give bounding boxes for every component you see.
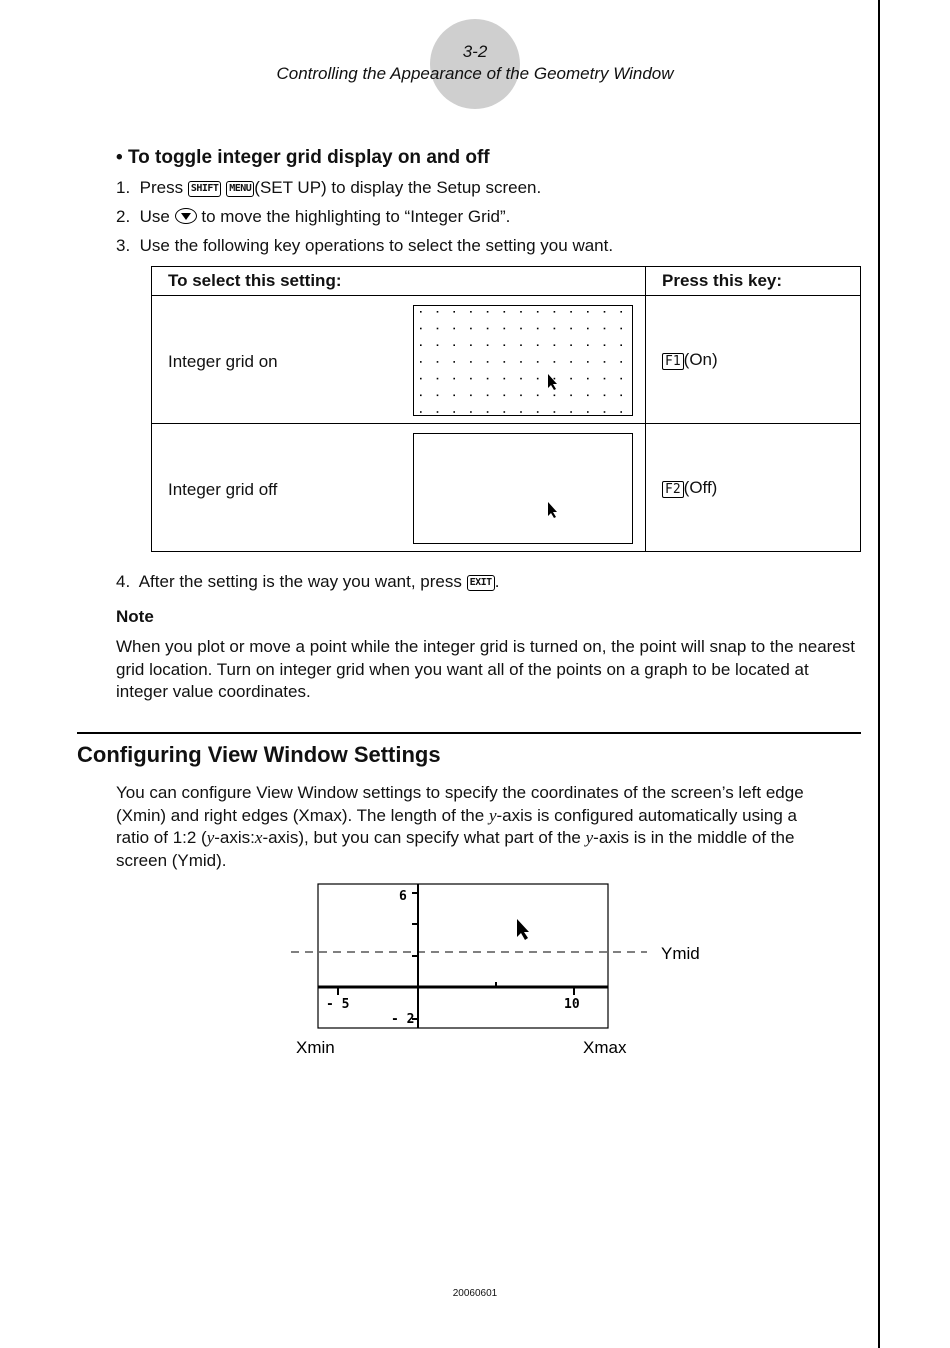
- grid-dot: [470, 344, 472, 346]
- grid-dot: [437, 311, 439, 313]
- menu-key-icon: MENU: [226, 181, 254, 197]
- grid-dot: [587, 411, 589, 413]
- grid-dot: [470, 361, 472, 363]
- x-left-tick-label: - 5: [326, 997, 350, 1012]
- grid-dot: [504, 311, 506, 313]
- grid-dot: [504, 395, 506, 397]
- grid-dot: [554, 344, 556, 346]
- grid-dot: [620, 311, 622, 313]
- grid-dot: [487, 378, 489, 380]
- section-body: You can configure View Window settings to specify the coordinates of the screen’s left edge (Xmin) and right edges (Xmax). The length of the y-axis is configured automatically using a ratio of 1:2 (y-axis:x-axis), but you can specify what part of the y-axis is in the middle of the screen (Ymid).: [116, 783, 804, 870]
- grid-dot: [437, 361, 439, 363]
- grid-dot: [420, 311, 422, 313]
- grid-dot: [604, 311, 606, 313]
- table-cell-setting: [152, 296, 646, 424]
- pointer-cursor-icon: [548, 374, 557, 390]
- grid-dot: [453, 328, 455, 330]
- grid-on-screen-graphic: [414, 306, 632, 415]
- grid-dot: [604, 395, 606, 397]
- page-edge-rule: [878, 0, 880, 1348]
- settings-key-table: [151, 266, 861, 552]
- grid-dot: [453, 378, 455, 380]
- page-number: 3-2: [462, 42, 488, 61]
- grid-dot: [554, 361, 556, 363]
- xmax-label: Xmax: [583, 1038, 627, 1057]
- grid-dot: [420, 344, 422, 346]
- step-1: 1. Press SHIFT MENU (SET UP) to display the Setup screen.: [116, 178, 542, 197]
- ymid-label: Ymid: [661, 944, 700, 963]
- grid-dot: [437, 344, 439, 346]
- y-bottom-tick-label: - 2: [391, 1012, 415, 1027]
- grid-dot: [554, 411, 556, 413]
- grid-dot: [520, 395, 522, 397]
- grid-dot: [504, 328, 506, 330]
- grid-dot: [570, 328, 572, 330]
- grid-dot: [470, 328, 472, 330]
- grid-dot: [520, 361, 522, 363]
- grid-dot: [487, 344, 489, 346]
- grid-dot: [520, 311, 522, 313]
- grid-dot: [420, 328, 422, 330]
- grid-dot: [420, 361, 422, 363]
- grid-dot: [554, 311, 556, 313]
- grid-dot: [620, 378, 622, 380]
- shift-key-icon: SHIFT: [188, 181, 222, 197]
- grid-dot: [520, 344, 522, 346]
- grid-dot: [554, 378, 556, 380]
- grid-dot: [470, 411, 472, 413]
- grid-dot: [620, 395, 622, 397]
- table-header-setting: To select this setting:: [152, 267, 646, 296]
- pointer-cursor-icon: [517, 919, 529, 940]
- grid-dot: [470, 311, 472, 313]
- grid-dot: [604, 328, 606, 330]
- grid-dot: [537, 395, 539, 397]
- table-cell-key: F2 (Off): [646, 424, 861, 552]
- grid-dot: [420, 411, 422, 413]
- table-cell-key: F1 (On): [646, 296, 861, 424]
- grid-dot: [470, 378, 472, 380]
- grid-dot: [537, 328, 539, 330]
- grid-dot: [604, 378, 606, 380]
- pointer-cursor-icon: [548, 502, 557, 518]
- grid-dot: [520, 411, 522, 413]
- grid-dot: [537, 361, 539, 363]
- grid-off-screen-image: [413, 433, 633, 544]
- grid-dot: [570, 411, 572, 413]
- section-title: Configuring View Window Settings: [77, 742, 441, 767]
- grid-dot: [537, 378, 539, 380]
- grid-dot: [570, 395, 572, 397]
- grid-dot: [504, 361, 506, 363]
- grid-on-screen-image: [413, 305, 633, 416]
- grid-dot: [537, 411, 539, 413]
- note-heading: Note: [116, 607, 154, 626]
- grid-dot: [520, 328, 522, 330]
- table-cell-setting: [152, 424, 646, 552]
- grid-off-screen-graphic: [414, 434, 632, 543]
- grid-dot: [587, 395, 589, 397]
- grid-dot: [437, 395, 439, 397]
- grid-dot: [620, 328, 622, 330]
- grid-dot: [437, 411, 439, 413]
- grid-dot: [487, 411, 489, 413]
- grid-dot: [504, 344, 506, 346]
- grid-dot: [570, 311, 572, 313]
- grid-dot: [587, 311, 589, 313]
- chapter-title: Controlling the Appearance of the Geometry Window: [276, 64, 674, 83]
- exit-key-icon: EXIT: [467, 575, 495, 591]
- grid-dot: [570, 344, 572, 346]
- grid-dot: [554, 328, 556, 330]
- setting-label: Integer grid on: [168, 352, 278, 371]
- grid-dot: [587, 344, 589, 346]
- setting-label: Integer grid off: [168, 480, 278, 499]
- table-header-key: Press this key:: [646, 267, 861, 296]
- grid-dot: [570, 378, 572, 380]
- table-row: [152, 296, 861, 424]
- grid-dot: [604, 344, 606, 346]
- grid-dot: [554, 395, 556, 397]
- grid-dot: [520, 378, 522, 380]
- grid-dot: [504, 378, 506, 380]
- grid-dot: [504, 411, 506, 413]
- f1-key-icon: F1: [662, 353, 684, 370]
- grid-dot: [487, 328, 489, 330]
- step-4: 4. After the setting is the way you want, press EXIT .: [116, 572, 500, 591]
- grid-dot: [453, 311, 455, 313]
- grid-dot: [420, 378, 422, 380]
- grid-dot: [620, 411, 622, 413]
- grid-dot: [604, 411, 606, 413]
- grid-dot: [453, 395, 455, 397]
- xmin-label: Xmin: [296, 1038, 335, 1057]
- grid-dot: [604, 361, 606, 363]
- table-header-row: [152, 267, 861, 296]
- grid-dot: [537, 344, 539, 346]
- grid-dot: [570, 361, 572, 363]
- cursor-down-key-icon: [175, 208, 197, 224]
- grid-dot: [620, 344, 622, 346]
- grid-dot: [487, 395, 489, 397]
- grid-dot: [453, 344, 455, 346]
- grid-dot: [587, 361, 589, 363]
- grid-dot: [453, 361, 455, 363]
- note-text: When you plot or move a point while the integer grid is turned on, the point will snap to the nearest grid location. Turn on integer grid when you want all of the points on a graph to be located at integer value coordinates.: [116, 637, 855, 701]
- footer-code: 20060601: [452, 1288, 498, 1299]
- grid-dot: [537, 311, 539, 313]
- table-row: [152, 424, 861, 552]
- grid-dot: [587, 378, 589, 380]
- grid-dot: [470, 395, 472, 397]
- x-right-tick-label: 10: [564, 997, 580, 1012]
- grid-dot: [487, 311, 489, 313]
- step-3: 3. Use the following key operations to select the setting you want.: [116, 236, 614, 255]
- grid-dot: [437, 378, 439, 380]
- view-window-diagram: [285, 880, 715, 1070]
- grid-dot: [487, 361, 489, 363]
- y-top-tick-label: 6: [399, 889, 407, 904]
- bullet-icon: •: [116, 147, 123, 168]
- grid-dot: [420, 395, 422, 397]
- grid-dot: [453, 411, 455, 413]
- grid-dot: [620, 361, 622, 363]
- f2-key-icon: F2: [662, 481, 684, 498]
- grid-dot: [437, 328, 439, 330]
- grid-dot: [587, 328, 589, 330]
- step-2: 2. Use to move the highlighting to “Integer Grid”.: [116, 207, 511, 226]
- procedure-heading: • To toggle integer grid display on and off: [116, 147, 490, 168]
- section-divider: [77, 732, 861, 734]
